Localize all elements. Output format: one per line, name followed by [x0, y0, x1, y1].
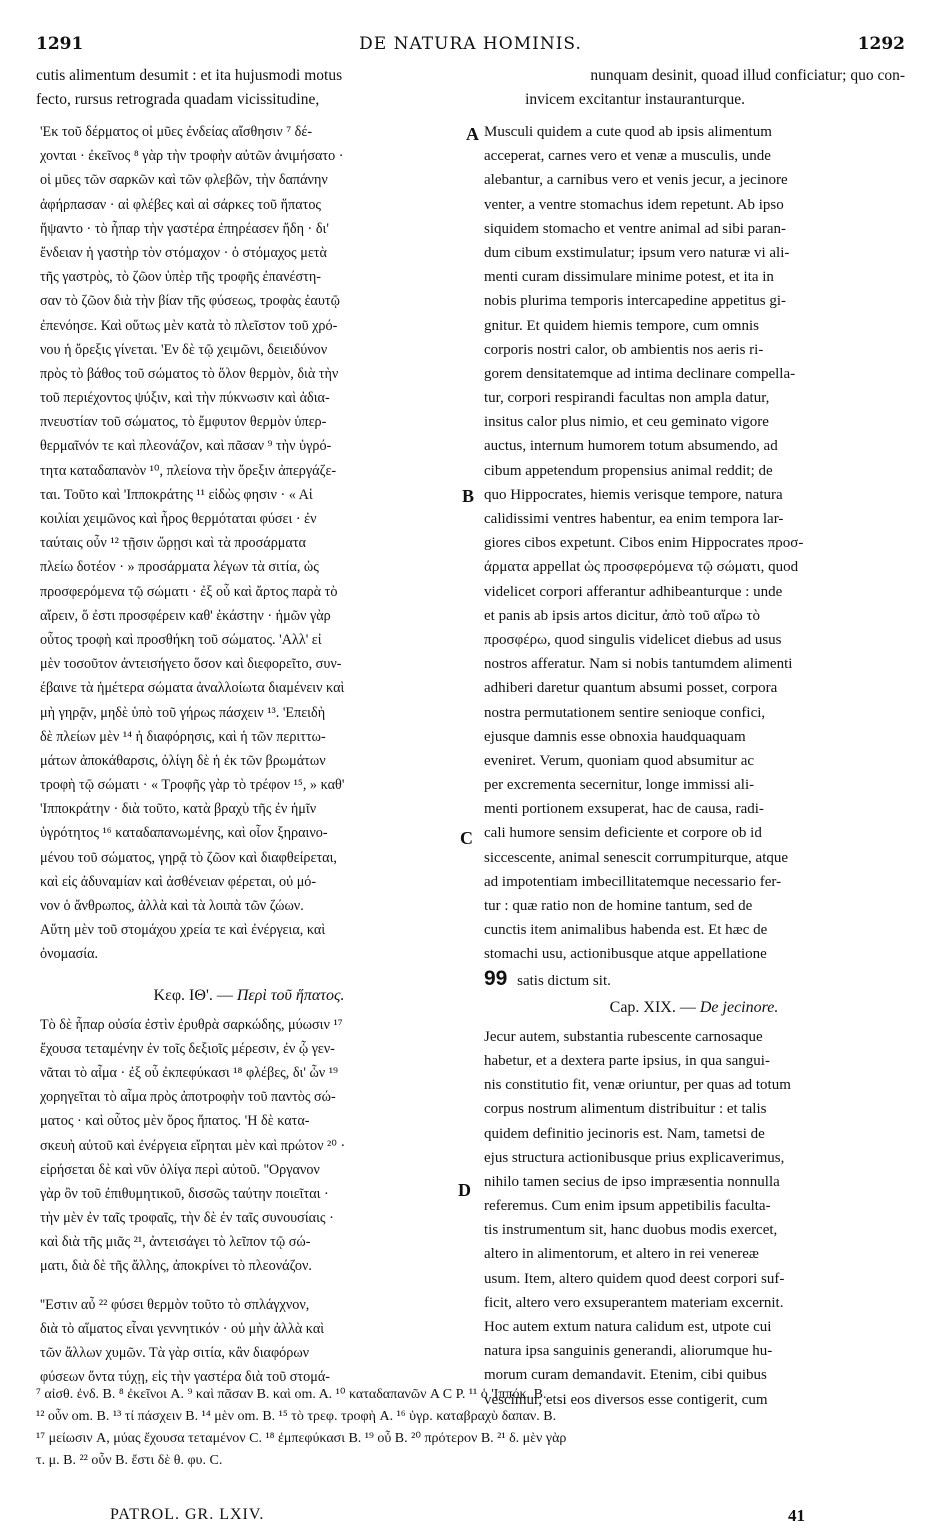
margin-letter-a: A: [466, 124, 479, 144]
footnotes: [36, 1384, 905, 1472]
greek-line: ἐπενόησε. Καὶ οὕτως μὲν κατὰ τὸ πλεῖστον τοῦ χρό-: [40, 317, 338, 334]
latin-line: eveniret. Verum, quoniam quod absumitur ac: [484, 752, 755, 769]
running-header: [36, 34, 905, 58]
latin-line: cunctis item animalibus habenda est. Et hæc de: [484, 922, 768, 939]
greek-chapter-heading: [40, 979, 458, 1013]
latin-line: siquidem stomacho et ventre animal ad sibi paran-: [484, 220, 786, 237]
latin-line: menti curam dissimulare minime potest, et ita in: [484, 269, 774, 286]
latin-text-block: [484, 1025, 904, 1412]
latin-line: Jecur autem, substantia rubescente carnosaque: [484, 1028, 763, 1045]
greek-line: ὑγρότητος ¹⁶ καταδαπανωμένης, καὶ οἷον ξηραινο-: [40, 825, 328, 842]
greek-line: τοῦ περιέχοντος ψύξιν, καὶ τὴν πύκνωσιν καὶ ἀδια-: [40, 390, 330, 407]
latin-line: et panis ab ipsis artos dicitur, ἀπὸ τοῦ αἴρω τὸ: [484, 607, 761, 624]
column-number-right: 1292: [857, 34, 905, 54]
full-width-line-right: invicem excitantur instauranturque.: [525, 91, 745, 108]
latin-line: ejus structura actionibusque prius explicaverimus,: [484, 1149, 785, 1166]
greek-line: ἥψαντο · τὸ ἧπαρ τὴν γαστέρα ἐπηρέασεν ἤδη · δι': [40, 220, 329, 237]
latin-line: usum. Item, altero quidem quod deest corpori suf-: [484, 1270, 785, 1287]
latin-line: giores cibos expetunt. Cibos enim Hippocrates προσ-: [484, 535, 804, 552]
latin-line: insitus calor plus nimio, et ceu geminato vigore: [484, 414, 769, 431]
greek-chapter-label: Κεφ. ΙΘ'. —: [153, 986, 233, 1004]
latin-line: vescimur, etsi eos diversos esse contigerit, cum: [484, 1391, 768, 1408]
greek-line: ταύταις οὖν ¹² τῇσιν ὥρῃσι καὶ τὰ προσάρματα: [40, 535, 306, 552]
greek-line: κοιλίαι χειμῶνος καὶ ἦρος θερμόταται φύσει · ἐν: [40, 511, 317, 527]
greek-line: νον ὁ ἄνθρωπος, ἀλλὰ καὶ τὰ λοιπὰ τῶν ζώων.: [40, 898, 304, 914]
greek-line: μὴ γηρᾷν, μηδὲ ὑπὸ τοῦ γήρως πάσχειν ¹³. 'Επειδὴ: [40, 704, 326, 721]
latin-line: cali humore sensim deficiente et corpore ob id: [484, 825, 762, 842]
latin-line: quo Hippocrates, hiemis verisque tempore, natura: [484, 486, 783, 503]
greek-line: προσφερόμενα τῷ σώματι · ἐξ οὗ καὶ ἄρτος παρὰ τὸ: [40, 583, 338, 600]
latin-line: corpus nostrum alimentum distribuitur : et talis: [484, 1101, 767, 1118]
latin-line: Hoc autem extum natura calidum est, utpote cui: [484, 1319, 772, 1335]
footnote-line: ⁷ αἰσθ. ἐνδ. B. ⁸ ἐκεῖνοι A. ⁹ καὶ πᾶσαν B. καὶ om. A. ¹⁰ καταδαπανῶν A C P. ¹¹ ὁ 'Ιππόκ. B.: [36, 1387, 547, 1402]
greek-line: πλείω δοτέον · » προσάρματα λέγων τὰ σιτία, ὡς: [40, 559, 319, 576]
latin-column: [484, 120, 904, 1412]
latin-line: ad impotentiam imbecillitatemque necessario fer-: [484, 873, 782, 890]
greek-line: νου ἡ ὄρεξις γίνεται. 'Εν δὲ τῷ χειμῶνι, δειειδύνον: [40, 341, 328, 358]
greek-line: ματι, διὰ δὲ τῆς ἄλλης, ἀποκρίνει τὸ πλεονάζον.: [40, 1258, 312, 1275]
latin-line: ficit, altero vero exsuperantem materiam excernit.: [484, 1294, 784, 1311]
latin-line: άρματα appellat ὡς προσφερόμενα τῷ σώματι, quod: [484, 559, 799, 576]
greek-line: θερμαῖνόν τε καὶ πλεονάζον, καὶ πᾶσαν ⁹ τὴν ὑγρό-: [40, 438, 332, 455]
greek-chapter-title: Περὶ τοῦ ἥπατος.: [236, 986, 345, 1004]
greek-line: ἀφήρπασαν · αἱ φλέβες καὶ αἱ σάρκες τοῦ ἥπατος: [40, 196, 322, 213]
greek-line: οὗτος τροφὴ καὶ προσθήκη τοῦ σώματος. 'Αλλ' εἰ: [40, 631, 322, 648]
greek-column: [40, 120, 458, 1389]
greek-line: δὲ πλείων μὲν ¹⁴ ἡ διαφόρησις, καὶ ἡ τῶν περιττω-: [40, 728, 326, 745]
greek-line: σαν τὸ ζῶον διὰ τὴν βίαν τῆς φύσεως, τροφὰς ἑαυτῷ: [40, 293, 340, 310]
greek-line: μένου τοῦ σώματος, γηρᾷ τὸ ζῶον καὶ διαφθείρεται,: [40, 849, 337, 866]
greek-line: χορηγεῖται τὸ αἷμα πρὸς ἀποτροφὴν τοῦ παντὸς σώ-: [40, 1089, 336, 1106]
greek-line: Αὕτη μὲν τοῦ στομάχου χρεία τε καὶ ἐνέργεια, καὶ: [40, 922, 326, 939]
latin-line: nobis plurima temporis intercapedine appetitus gi-: [484, 293, 787, 310]
latin-line: tur, corpori respirandi facultas non ampla datur,: [484, 390, 770, 407]
latin-chapter-heading: [484, 991, 904, 1025]
greek-line: τροφὴ τῷ σώματι · « Τροφῆς γὰρ τὸ τρέφον ¹⁵, » καθ': [40, 777, 345, 794]
latin-line: cibum appetendum propensius animal reddit; de: [484, 462, 773, 479]
latin-line: alebantur, a carnibus vero et venis jecur, a jecinore: [484, 172, 788, 189]
greek-line: μάτων ἀποκάθαρσις, ὀλίγη δὲ ἡ ἐκ τῶν βρωμάτων: [40, 752, 326, 769]
greek-text-block: [40, 1293, 458, 1390]
latin-line: habetur, et a dextera parte ipsius, in qua sangui-: [484, 1052, 770, 1069]
footer-signature-number: 41: [788, 1506, 805, 1525]
full-width-text: [36, 64, 905, 112]
greek-line: χονται · ἐκεῖνος ⁸ γὰρ τὴν τροφὴν αὐτῶν ἀνιμήσατο ·: [40, 148, 344, 165]
greek-line: ἔνδειαν ἡ γαστὴρ τὸν στόμαχον · ὁ στόμαχος μετὰ: [40, 244, 327, 261]
latin-line: nihilo tamen secius de ipso impræsentia nonnulla: [484, 1173, 780, 1190]
latin-line: referemus. Cum enim ipsum appetibilis faculta-: [484, 1198, 771, 1215]
greek-line: ματος · καὶ οὗτος μὲν ὅρος ἥπατος. 'Η δὲ κατα-: [40, 1113, 310, 1130]
latin-line: siccescente, animal senescit corrumpiturque, atque: [484, 849, 789, 866]
latin-line: natura ipsa sanguinis generandi, aliorumque hu-: [484, 1343, 773, 1360]
greek-line: αἴρειν, ὅ ἐστι προσφέρειν καθ' ἑκάστην · ἡμῶν γὰρ: [40, 607, 331, 624]
latin-line: calidissimi ventres habentur, ea enim tempora lar-: [484, 511, 784, 527]
full-width-line-left: fecto, rursus retrograda quadam vicissitudine,: [36, 91, 320, 108]
latin-line: quidem definitio jecinoris est. Nam, tametsi de: [484, 1125, 765, 1142]
greek-line: ὀνομασία.: [40, 946, 99, 963]
latin-line: gnitur. Et quidem hiemis tempore, cum omnis: [484, 317, 759, 334]
greek-line: καὶ διὰ τῆς μιᾶς ²¹, ἀντεισάγει τὸ λεῖπον τῷ σώ-: [40, 1234, 311, 1251]
page-marker: 99: [484, 966, 508, 990]
latin-line: morum curam demandavit. Etenim, cibi quibus: [484, 1367, 767, 1384]
latin-line: tis instrumentum sit, hanc duobus modis exercet,: [484, 1222, 778, 1239]
greek-line: πνευστίαν τοῦ σώματος, τὸ ἔμφυτον θερμὸν ὑπερ-: [40, 414, 327, 431]
full-width-line-left: cutis alimentum desumit : et ita hujusmodi motus: [36, 67, 343, 84]
footnote-line: ¹² οὖν om. B. ¹³ τί πάσχειν B. ¹⁴ μὲν om. B. ¹⁵ τὸ τρεφ. τροφὴ A. ¹⁶ ὑγρ. καταβραχὺ δαπαν. B.: [36, 1409, 557, 1424]
greek-line: καὶ εἰς ἀδυναμίαν καὶ ἀσθένειαν φέρεται, οὐ μό-: [40, 873, 317, 890]
greek-line: Τὸ δὲ ἧπαρ οὐσία ἐστὶν ἐρυθρὰ σαρκώδης, μύωσιν ¹⁷: [40, 1016, 343, 1033]
greek-line: 'Εκ τοῦ δέρματος οἱ μῦες ἐνδείας αἴσθησιν ⁷ δέ-: [40, 124, 313, 140]
latin-line: menti portionem exsuperat, hac de causa, radi-: [484, 801, 764, 818]
greek-line: διὰ τὸ αἵματος εἶναι γεννητικόν · οὐ μὴν ἀλλὰ καὶ: [40, 1320, 325, 1337]
latin-line: nis constitutio fit, venæ oriuntur, per quas ad totum: [484, 1077, 791, 1094]
footnote-line: ¹⁷ μείωσιν A, μύας ἔχουσα τεταμένον C. ¹⁸ ἐμπεφύκασι B. ¹⁹ οὗ B. ²⁰ πρότερον B. ²¹ δ. μὲν γὰρ: [36, 1431, 567, 1446]
greek-line: τῶν ἄλλων χυμῶν. Τὰ γὰρ σιτία, κἂν διαφόρων: [40, 1345, 310, 1361]
margin-letter-c: C: [460, 828, 473, 848]
full-width-line: [36, 88, 905, 112]
latin-line: altero in alimentorum, et altero in rei venereæ: [484, 1246, 759, 1263]
greek-line: ται. Τοῦτο καὶ 'Ιπποκράτης ¹¹ εἰδὼς φησιν · « Αἱ: [40, 486, 313, 503]
latin-line: venter, a ventre stomachus idem repetunt. Ab ipso: [484, 196, 784, 213]
running-title: DE NATURA HOMINIS.: [359, 34, 582, 54]
margin-letter-b: B: [462, 486, 475, 506]
greek-line: τὴν μὲν ἐν ταῖς τροφαῖς, τὴν δὲ ἐν ταῖς συνουσίαις ·: [40, 1210, 334, 1227]
latin-line-text: satis dictum sit.: [517, 972, 611, 989]
latin-line: stomachi usu, actionibusque atque appellatione: [484, 946, 767, 963]
greek-line: πρὸς τὸ βάθος τοῦ σώματος τὸ ὅλον θερμὸν, διὰ τὴν: [40, 365, 339, 382]
latin-line: auctus, internum humorem totum absumendo, ad: [484, 438, 778, 455]
latin-line: [484, 967, 904, 991]
greek-line: φύσεων ὄντα τύχῃ, εἰς τὴν γαστέρα διὰ τοῦ στομά-: [40, 1369, 330, 1386]
latin-chapter-label: Cap. XIX. —: [609, 998, 696, 1016]
latin-chapter-title: De jecinore.: [699, 998, 779, 1016]
latin-line: Musculi quidem a cute quod ab ipsis alimentum: [484, 124, 772, 140]
greek-line: γὰρ ὂν τοῦ ἐπιθυμητικοῦ, δισσῶς ταύτην ποιεῖται ·: [40, 1185, 329, 1202]
latin-line: dum cibum exstimulatur; ipsum vero naturæ vi ali-: [484, 244, 790, 261]
footer-volume-label: PATROL. GR. LXIV.: [110, 1506, 265, 1523]
latin-line: nostra permutationem sentire senioque confici,: [484, 704, 766, 721]
greek-line: ἔχουσα τεταμένην ἐν τοῖς δεξιοῖς μέρεσιν, ἐν ᾧ γεν-: [40, 1040, 335, 1057]
greek-line: νᾶται τὸ αἷμα · ἐξ οὗ ἐκπεφύκασι ¹⁸ φλέβες, δι' ὧν ¹⁹: [40, 1064, 338, 1081]
latin-line: nostros afferatur. Nam si nobis tantumdem alimenti: [484, 656, 793, 673]
greek-line: έβαινε τὰ ἡμέτερα σώματα ἀναλλοίωτα διαμένειν καὶ: [40, 680, 345, 697]
latin-line: tur : quæ ratio non de homine tantum, sed de: [484, 898, 753, 914]
latin-line: προσφέρω, quod singulis videlicet diebus ad usus: [484, 631, 782, 648]
greek-line: σκευὴ αὐτοῦ καὶ ἐνέργεια εἴρηται μὲν καὶ πρώτον ²⁰ ·: [40, 1137, 346, 1154]
greek-line: μὲν τοσοῦτον ἀντεισήγετο ὅσον καὶ διεφορεῖτο, συν-: [40, 656, 342, 673]
greek-line: 'Ιπποκράτην · διὰ τοῦτο, κατὰ βραχὺ τῆς ἐν ἡμῖν: [40, 801, 317, 818]
latin-line: per excrementa secernitur, longe immissi ali-: [484, 777, 755, 794]
latin-text-block: [484, 120, 904, 967]
greek-line: τῆς γαστρὸς, τὸ ζῶον ὑπὲρ τῆς τροφῆς ἐπανέστη-: [40, 269, 321, 286]
greek-line: ''Εστιν αὖ ²² φύσει θερμὸν τοῦτο τὸ σπλάγχνον,: [40, 1296, 310, 1313]
latin-line: gorem densitatemque ad intima declinare compella-: [484, 365, 796, 382]
margin-letter-d: D: [458, 1180, 471, 1200]
column-number-left: 1291: [36, 34, 84, 54]
greek-line: εἰρήσεται δὲ καὶ νῦν ὀλίγα περὶ αὐτοῦ. ''Οργανον: [40, 1161, 320, 1178]
latin-line: ejusque damnis esse obnoxia haudquaquam: [484, 728, 746, 745]
full-width-line-right: nunquam desinit, quoad illud conficiatur; quo con-: [590, 67, 905, 84]
full-width-line: [36, 64, 905, 88]
latin-line: videlicet corpori afferantur adhibeanturque : unde: [484, 583, 783, 600]
greek-text-block: [40, 1013, 458, 1279]
greek-line: οἱ μῦες τῶν σαρκῶν καὶ τῶν φλεβῶν, τὴν δαπάνην: [40, 172, 328, 189]
greek-text-block: [40, 120, 458, 967]
latin-line: adhiberi daretur quantum absumi posset, corpora: [484, 680, 778, 697]
latin-line: acceperat, carnes vero et venæ a musculis, unde: [484, 148, 771, 165]
greek-line: τητα καταδαπανὸν ¹⁰, πλείονα τὴν ὄρεξιν ἀπεργάζε-: [40, 462, 337, 479]
latin-line: corporis nostri calor, ob ambientis nos aeris ri-: [484, 341, 764, 358]
footnote-line: τ. μ. B. ²² οὖν B. ἔστι δὲ θ. φυ. C.: [36, 1453, 223, 1468]
